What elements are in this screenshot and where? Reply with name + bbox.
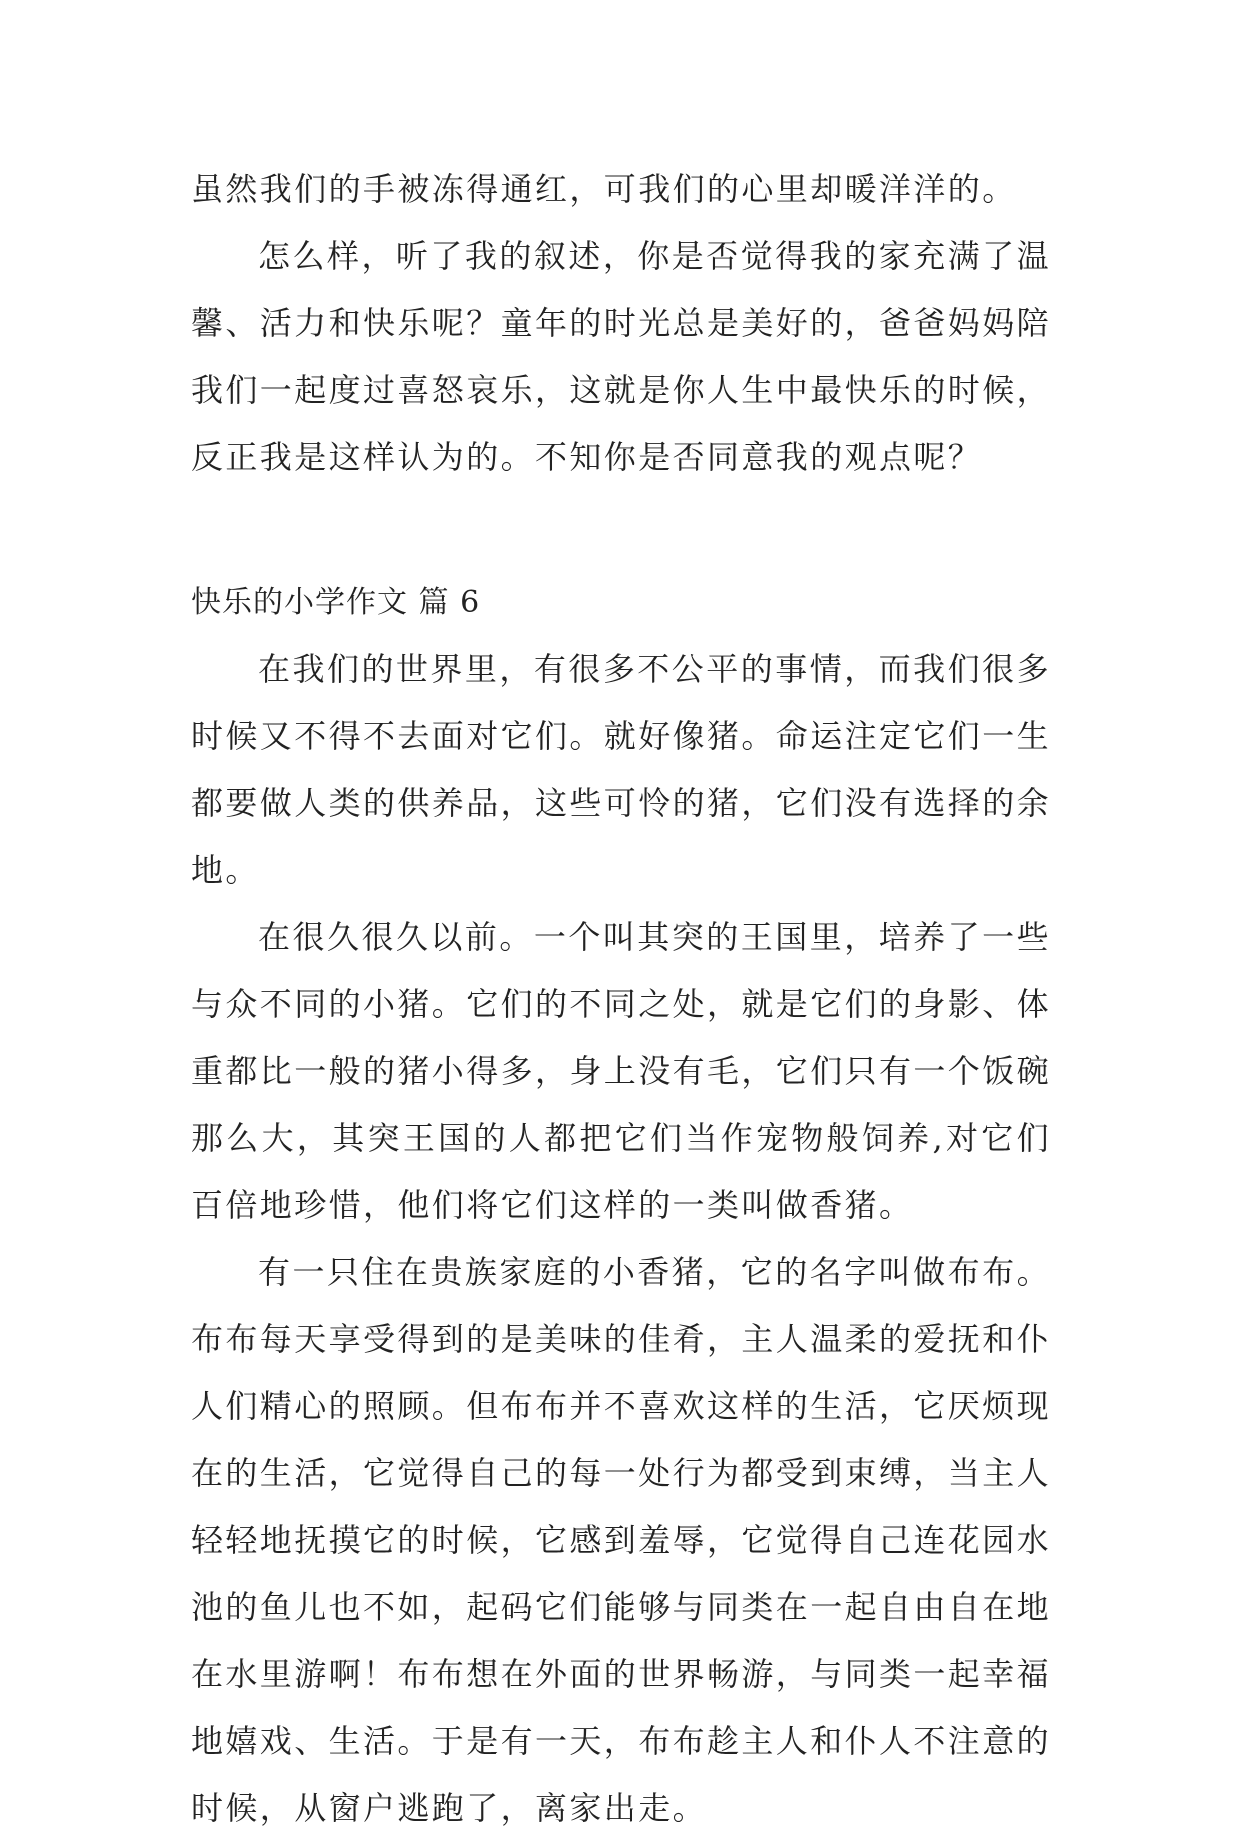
section-heading: 快乐的小学作文 篇 6 xyxy=(191,585,481,620)
document-body xyxy=(191,156,1051,1842)
paragraph-intro: 在我们的世界里，有很多不公平的事情，而我们很多时候又不得不去面对它们。就好像猪。命运注定它们一生都要做人类的供养品，这些可怜的猪，它们没有选择的余地。 xyxy=(191,650,1052,889)
paragraph-conclusion: 怎么样，听了我的叙述，你是否觉得我的家充满了温馨、活力和快乐呢？童年的时光总是美好的，爸爸妈妈陪我们一起度过喜怒哀乐，这就是你人生中最快乐的时候，反正我是这样认为的。不知你是否同意我的观点呢？ xyxy=(191,237,1052,476)
paragraph-story-setup: 在很久很久以前。一个叫其突的王国里，培养了一些与众不同的小猪。它们的不同之处，就是它们的身影、体重都比一般的猪小得多，身上没有毛，它们只有一个饭碗那么大，其突王国的人都把它们当作宠物般饲养,对它们百倍地珍惜，他们将它们这样的一类叫做香猪。 xyxy=(191,918,1052,1224)
paragraph-story-bubu: 有一只住在贵族家庭的小香猪，它的名字叫做布布。布布每天享受得到的是美味的佳肴，主人温柔的爱抚和仆人们精心的照顾。但布布并不喜欢这样的生活，它厌烦现在的生活，它觉得自己的每一处行为都受到束缚，当主人轻轻地抚摸它的时候，它感到羞辱，它觉得自己连花园水池的鱼儿也不如，起码它们能够与同类在一起自由自在地在水里游啊！布布想在外面的世界畅游，与同类一起幸福地嬉戏、生活。于是有一天，布布趁主人和仆人不注意的时候，从窗户逃跑了，离家出走。 xyxy=(191,1253,1052,1827)
paragraph-continuation: 虽然我们的手被冻得通红，可我们的心里却暖洋洋的。 xyxy=(191,170,1017,208)
